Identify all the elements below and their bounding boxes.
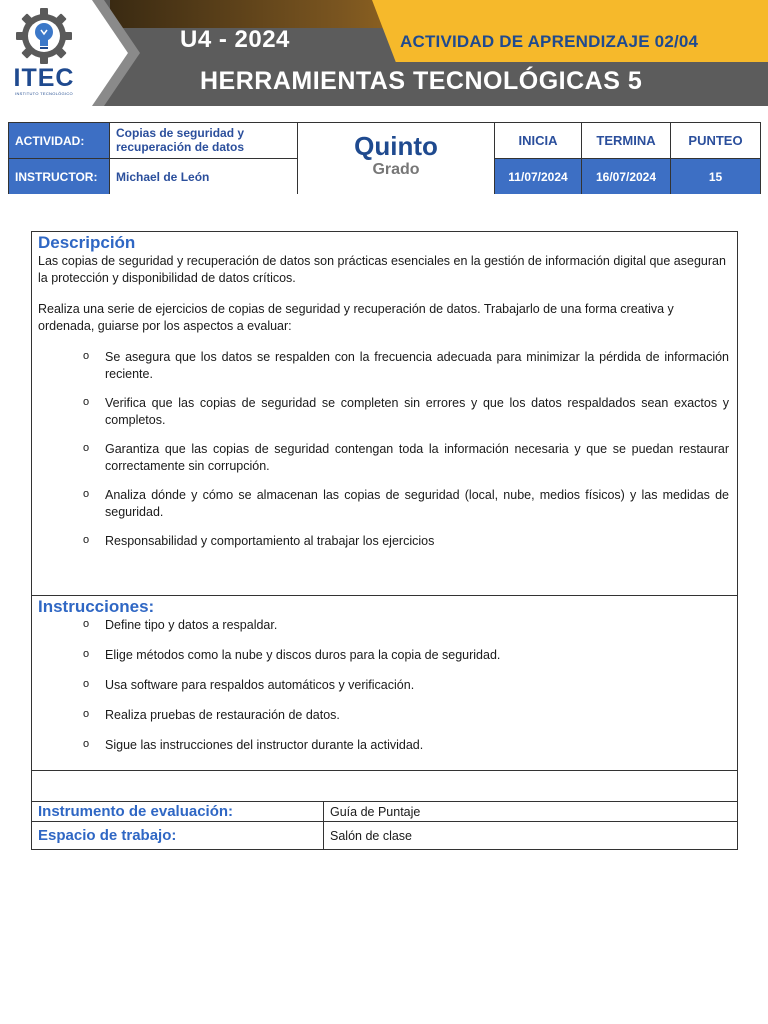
description-paragraph-1: Las copias de seguridad y recuperación de datos son prácticas esenciales en la gestión de información digital que aseguran la protección y disponibilidad de datos críticos.: [38, 254, 726, 285]
logo-text: ITEC: [13, 64, 75, 92]
banner-yellow-band: [372, 0, 768, 62]
aspect-item: o Verifica que las copias de seguridad se completen sin errores y que los datos respaldados sean exactos y completos.: [105, 395, 729, 429]
instructions-list: [32, 617, 737, 754]
unit-title: U4 - 2024: [180, 26, 290, 53]
espacio-row: [32, 822, 737, 849]
termina-value: 16/07/2024: [582, 159, 671, 194]
punteo-value: 15: [671, 159, 760, 194]
aspect-item: o Analiza dónde y cómo se almacenan las copias de seguridad (local, nube, medios físicos) y las medidas de seguridad.: [105, 487, 729, 521]
blank-row: [32, 771, 737, 802]
espacio-label: Espacio de trabajo:: [32, 822, 324, 849]
instructions-section: [32, 596, 737, 771]
instrumento-row: [32, 802, 737, 822]
header-banner: [0, 0, 768, 106]
aspect-item: o Se asegura que los datos se respalden con la frecuencia adecuada para minimizar la pérdida de información reciente.: [105, 349, 729, 383]
inicia-label: INICIA: [495, 123, 582, 159]
instruction-item: o Define tipo y datos a respaldar.: [105, 617, 729, 634]
instrumento-label: Instrumento de evaluación:: [32, 802, 324, 821]
aspect-item: o Responsabilidad y comportamiento al trabajar los ejercicios: [105, 533, 729, 550]
grade-label: Grado: [372, 161, 420, 178]
description-title: Descripción: [38, 233, 136, 252]
instruction-item: o Sigue las instrucciones del instructor durante la actividad.: [105, 737, 729, 754]
instruction-item: o Usa software para respaldos automáticos y verificación.: [105, 677, 729, 694]
description-paragraph-2: Realiza una serie de ejercicios de copias de seguridad y recuperación de datos. Trabajarlo de una forma creativa y ordenada, guiarse por los aspectos a evaluar:: [38, 302, 674, 333]
grade-cell: [298, 123, 495, 194]
actividad-value: Copias de seguridad y recuperación de datos: [110, 123, 298, 159]
gear-bulb-logo-icon: [14, 6, 74, 66]
aspects-list: [32, 349, 737, 550]
instrumento-value: Guía de Puntaje: [330, 804, 421, 819]
activity-info-table: [8, 122, 761, 194]
activity-content-box: [31, 231, 738, 850]
grade-value: Quinto: [354, 131, 438, 161]
course-title: HERRAMIENTAS TECNOLÓGICAS 5: [200, 67, 643, 95]
instructor-value: Michael de León: [110, 159, 298, 194]
inicia-value: 11/07/2024: [495, 159, 582, 194]
activity-title: ACTIVIDAD DE APRENDIZAJE 02/04: [400, 32, 699, 51]
logo-subtext: INSTITUTO TECNOLÓGICO: [15, 91, 73, 96]
espacio-value: Salón de clase: [330, 828, 413, 843]
punteo-label: PUNTEO: [671, 123, 760, 159]
instruction-item: o Realiza pruebas de restauración de datos.: [105, 707, 729, 724]
instruction-item: o Elige métodos como la nube y discos duros para la copia de seguridad.: [105, 647, 729, 664]
instructions-title: Instrucciones:: [38, 597, 155, 616]
instructor-label: INSTRUCTOR:: [9, 159, 110, 194]
actividad-label: ACTIVIDAD:: [9, 123, 110, 159]
description-section: [32, 232, 737, 596]
termina-label: TERMINA: [582, 123, 671, 159]
aspect-item: o Garantiza que las copias de seguridad contengan toda la información necesaria y que se puedan restaurar correctamente sin corrupción.: [105, 441, 729, 475]
